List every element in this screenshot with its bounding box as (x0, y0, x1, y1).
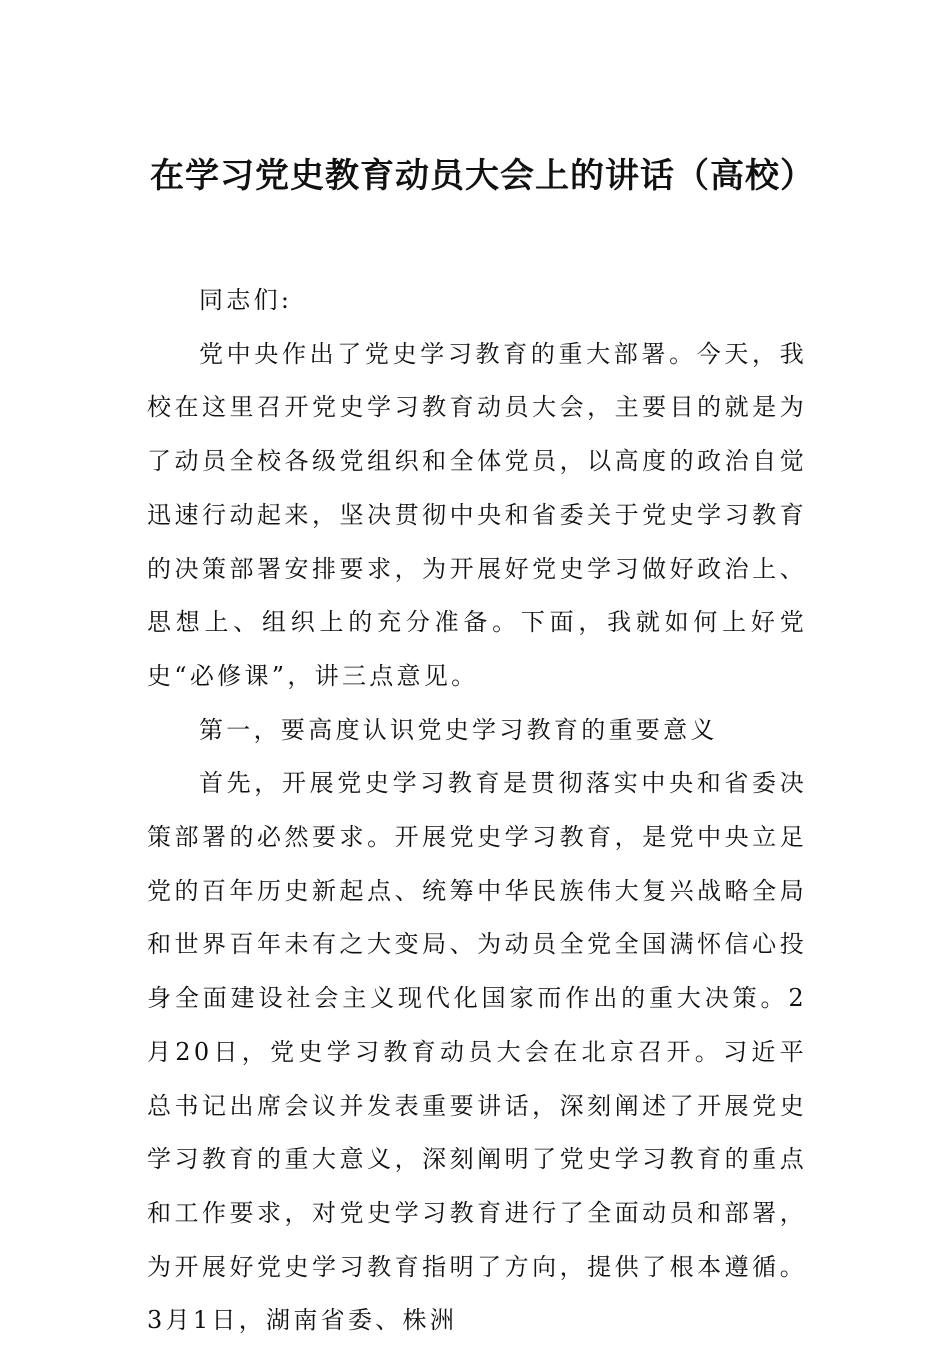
body-paragraph: 党中央作出了党史学习教育的重大部署。今天，我校在这里召开党史学习教育动员大会，主要目的就是为了动员全校各级党组织和全体党员，以高度的政治自觉迅速行动起来，坚决贯彻中央和省委关于党史学习教育的决策部署安排要求，为开展好党史学习做好政治上、思想上、组织上的充分准备。下面，我就如何上好党史“必修课”，讲三点意见。 (147, 339, 807, 690)
body-paragraph: 首先，开展党史学习教育是贯彻落实中央和省委决策部署的必然要求。开展党史学习教育，是党中央立足党的百年历史新起点、统筹中华民族伟大复兴战略全局和世界百年未有之大变局、为动员全党全国满怀信心投身全面建设社会主义现代化国家而作出的重大决策。2月20日，党史学习教育动员大会在北京召开。习近平总书记出席会议并发表重要讲话，深刻阐述了开展党史学习教育的重大意义，深刻阐明了党史学习教育的重点和工作要求，对党史学习教育进行了全面动员和部署，为开展好党史学习教育指明了方向，提供了根本遵循。3月1日，湖南省委、株洲 (147, 769, 807, 1335)
document-title: 在学习党史教育动员大会上的讲话（高校） (150, 156, 815, 196)
section-heading: 第一，要高度认识党史学习教育的重要意义 (199, 715, 718, 744)
salutation: 同志们: (199, 286, 293, 314)
document-body (147, 274, 807, 1348)
